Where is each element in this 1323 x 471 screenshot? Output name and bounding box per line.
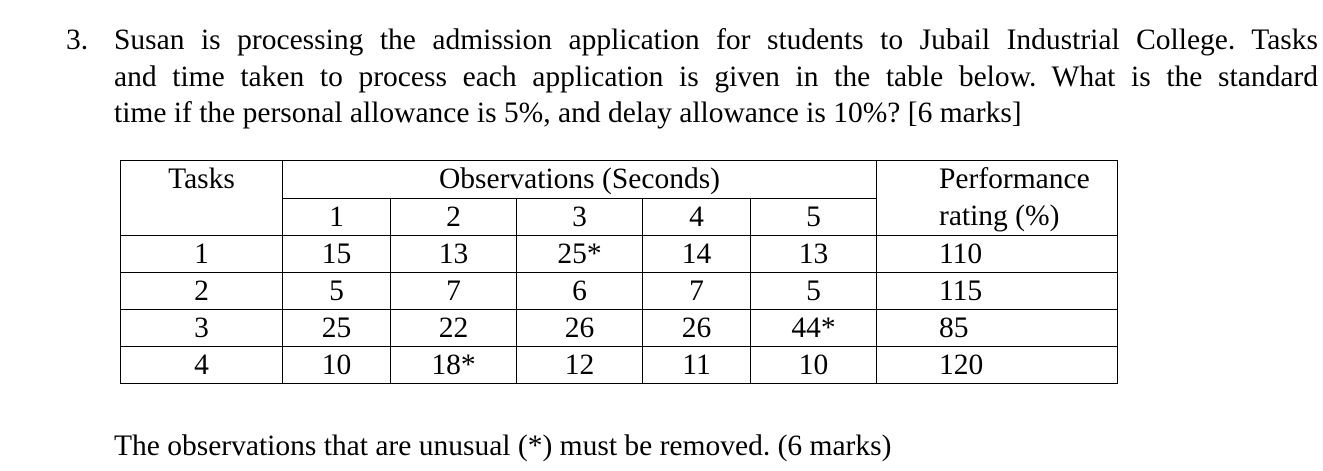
table-row <box>121 347 1118 384</box>
table-row <box>121 273 1118 310</box>
observation-column-3: 3 <box>517 198 643 236</box>
observation-value: 11 <box>643 347 751 384</box>
observations-header: Observations (Seconds) <box>283 161 877 199</box>
observation-column-1: 1 <box>283 198 391 236</box>
observation-value: 13 <box>391 236 517 273</box>
task-id: 4 <box>121 347 283 384</box>
performance-rating: 120 <box>877 347 1118 384</box>
observation-value: 18* <box>391 347 517 384</box>
removal-note: The observations that are unusual (*) must be removed. (6 marks) <box>114 430 892 462</box>
observation-value: 12 <box>517 347 643 384</box>
observation-column-4: 4 <box>643 198 751 236</box>
question-number: 3. <box>66 24 89 56</box>
question-line-3: time if the personal allowance is 5%, and delay allowance is 10%? [6 marks] <box>114 97 1022 129</box>
performance-header <box>877 161 1118 236</box>
observation-value: 7 <box>391 273 517 310</box>
tasks-header-spacer <box>121 198 283 236</box>
observation-value: 7 <box>643 273 751 310</box>
task-id: 1 <box>121 236 283 273</box>
performance-rating: 110 <box>877 236 1118 273</box>
observation-value: 13 <box>751 236 877 273</box>
table-header-row-1 <box>121 161 1118 199</box>
observation-value: 22 <box>391 310 517 347</box>
observation-value: 26 <box>517 310 643 347</box>
question-text <box>114 22 1318 132</box>
observation-value: 14 <box>643 236 751 273</box>
performance-rating: 115 <box>877 273 1118 310</box>
table-row <box>121 236 1118 273</box>
question-line-2: and time taken to process each application is given in the table below. What is the standard <box>114 60 1318 93</box>
observation-value: 15 <box>283 236 391 273</box>
observation-value: 10 <box>751 347 877 384</box>
task-id: 3 <box>121 310 283 347</box>
question-line-1: Susan is processing the admission application for students to Jubail Industrial College. Tasks <box>114 24 1318 56</box>
task-id: 2 <box>121 273 283 310</box>
observation-column-5: 5 <box>751 198 877 236</box>
tasks-header: Tasks <box>121 161 283 199</box>
question-block <box>66 22 1318 132</box>
performance-header-line-2: rating (%) <box>939 200 1060 232</box>
observation-value: 44* <box>751 310 877 347</box>
observations-table <box>120 160 1118 384</box>
performance-rating: 85 <box>877 310 1118 347</box>
performance-header-line-1: Performance <box>939 163 1090 195</box>
observation-value: 25* <box>517 236 643 273</box>
observation-value: 25 <box>283 310 391 347</box>
observation-value: 6 <box>517 273 643 310</box>
table-row <box>121 310 1118 347</box>
observation-value: 5 <box>283 273 391 310</box>
observation-value: 5 <box>751 273 877 310</box>
observation-value: 26 <box>643 310 751 347</box>
observation-value: 10 <box>283 347 391 384</box>
observation-column-2: 2 <box>391 198 517 236</box>
